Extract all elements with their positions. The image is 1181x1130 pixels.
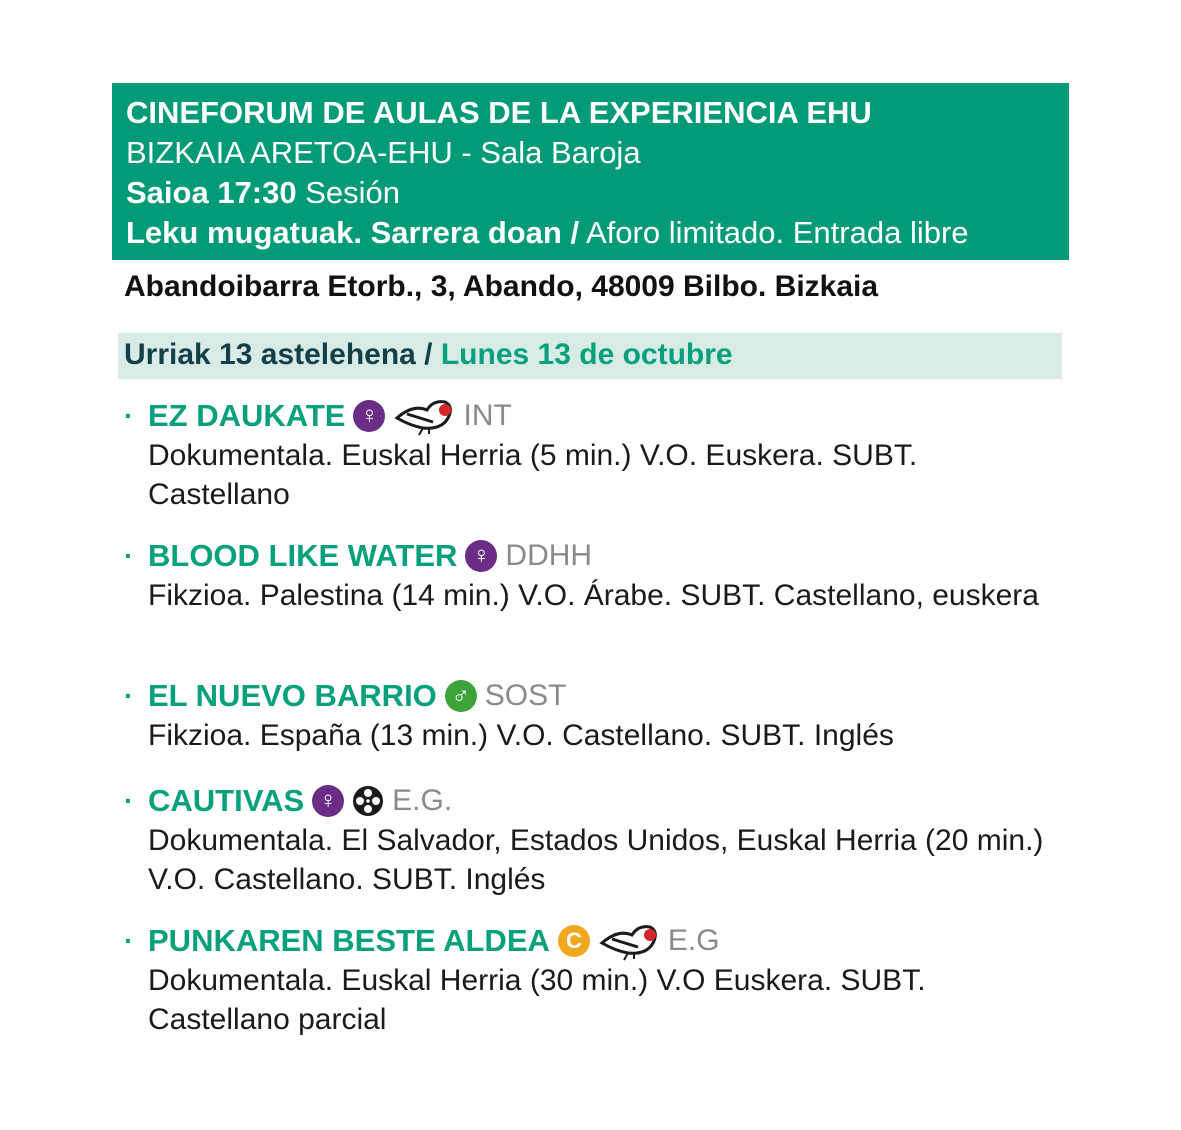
film-description: Dokumentala. Euskal Herria (30 min.) V.O Euskera. SUBT. Castellano parcial [148, 964, 926, 1036]
film-title-row [124, 781, 1058, 821]
bullet: · [124, 925, 134, 956]
access-basque: Leku mugatuak. Sarrera doan / [126, 215, 580, 250]
session-time: Saioa 17:30 [126, 175, 297, 210]
bird-logo-icon [598, 921, 660, 961]
bullet: · [124, 540, 134, 571]
film-description: Fikzioa. Palestina (14 min.) V.O. Árabe. SUBT. Castellano, euskera [148, 579, 1039, 612]
event-session [126, 173, 1055, 213]
film-tag: SOST [484, 679, 567, 712]
copyright-c-icon: C [558, 925, 590, 957]
film-tag: DDHH [505, 539, 593, 572]
bullet: · [124, 785, 134, 816]
date-basque: Urriak 13 astelehena / [124, 338, 433, 371]
film-description: Dokumentala. El Salvador, Estados Unidos, Euskal Herria (20 min.) V.O. Castellano. SUBT. Inglés [148, 824, 1044, 896]
film-title: PUNKAREN BESTE ALDEA [148, 923, 550, 958]
film-item [124, 781, 1058, 899]
session-label: Sesión [305, 175, 401, 210]
male-symbol-icon: ♂ [445, 680, 477, 712]
female-symbol-icon: ♀ [465, 540, 497, 572]
event-venue: BIZKAIA ARETOA-EHU - Sala Baroja [126, 135, 641, 170]
film-tag: E.G. [392, 784, 453, 817]
venue-address: Abandoibarra Etorb., 3, Abando, 48009 Bilbo. Bizkaia [124, 270, 879, 303]
female-symbol-icon: ♀ [312, 785, 344, 817]
film-title: EZ DAUKATE [148, 398, 346, 433]
film-item [124, 921, 1058, 1039]
film-item [124, 676, 1058, 755]
film-title-row [124, 396, 1058, 436]
event-title: CINEFORUM DE AULAS DE LA EXPERIENCIA EHU [126, 95, 872, 130]
film-tag: E.G [667, 924, 720, 957]
film-title-row [124, 921, 1058, 961]
film-tag: INT [463, 399, 512, 432]
film-title: EL NUEVO BARRIO [148, 678, 437, 713]
film-item [124, 396, 1058, 514]
film-title: CAUTIVAS [148, 783, 305, 818]
female-symbol-icon: ♀ [353, 400, 385, 432]
bullet: · [124, 680, 134, 711]
film-description: Dokumentala. Euskal Herria (5 min.) V.O. Euskera. SUBT. Castellano [148, 439, 918, 511]
bullet: · [124, 400, 134, 431]
access-spanish: Aforo limitado. Entrada libre [586, 215, 969, 250]
date-bar [118, 333, 1062, 379]
film-reel-icon [352, 785, 384, 817]
film-title-row [124, 536, 1058, 576]
film-title: BLOOD LIKE WATER [148, 538, 458, 573]
event-access [126, 213, 1055, 253]
date-spanish: Lunes 13 de octubre [440, 338, 733, 371]
film-item [124, 536, 1058, 615]
film-title-row [124, 676, 1058, 716]
event-header [112, 83, 1069, 260]
film-description: Fikzioa. España (13 min.) V.O. Castellano. SUBT. Inglés [148, 719, 894, 752]
bird-logo-icon [393, 396, 455, 436]
